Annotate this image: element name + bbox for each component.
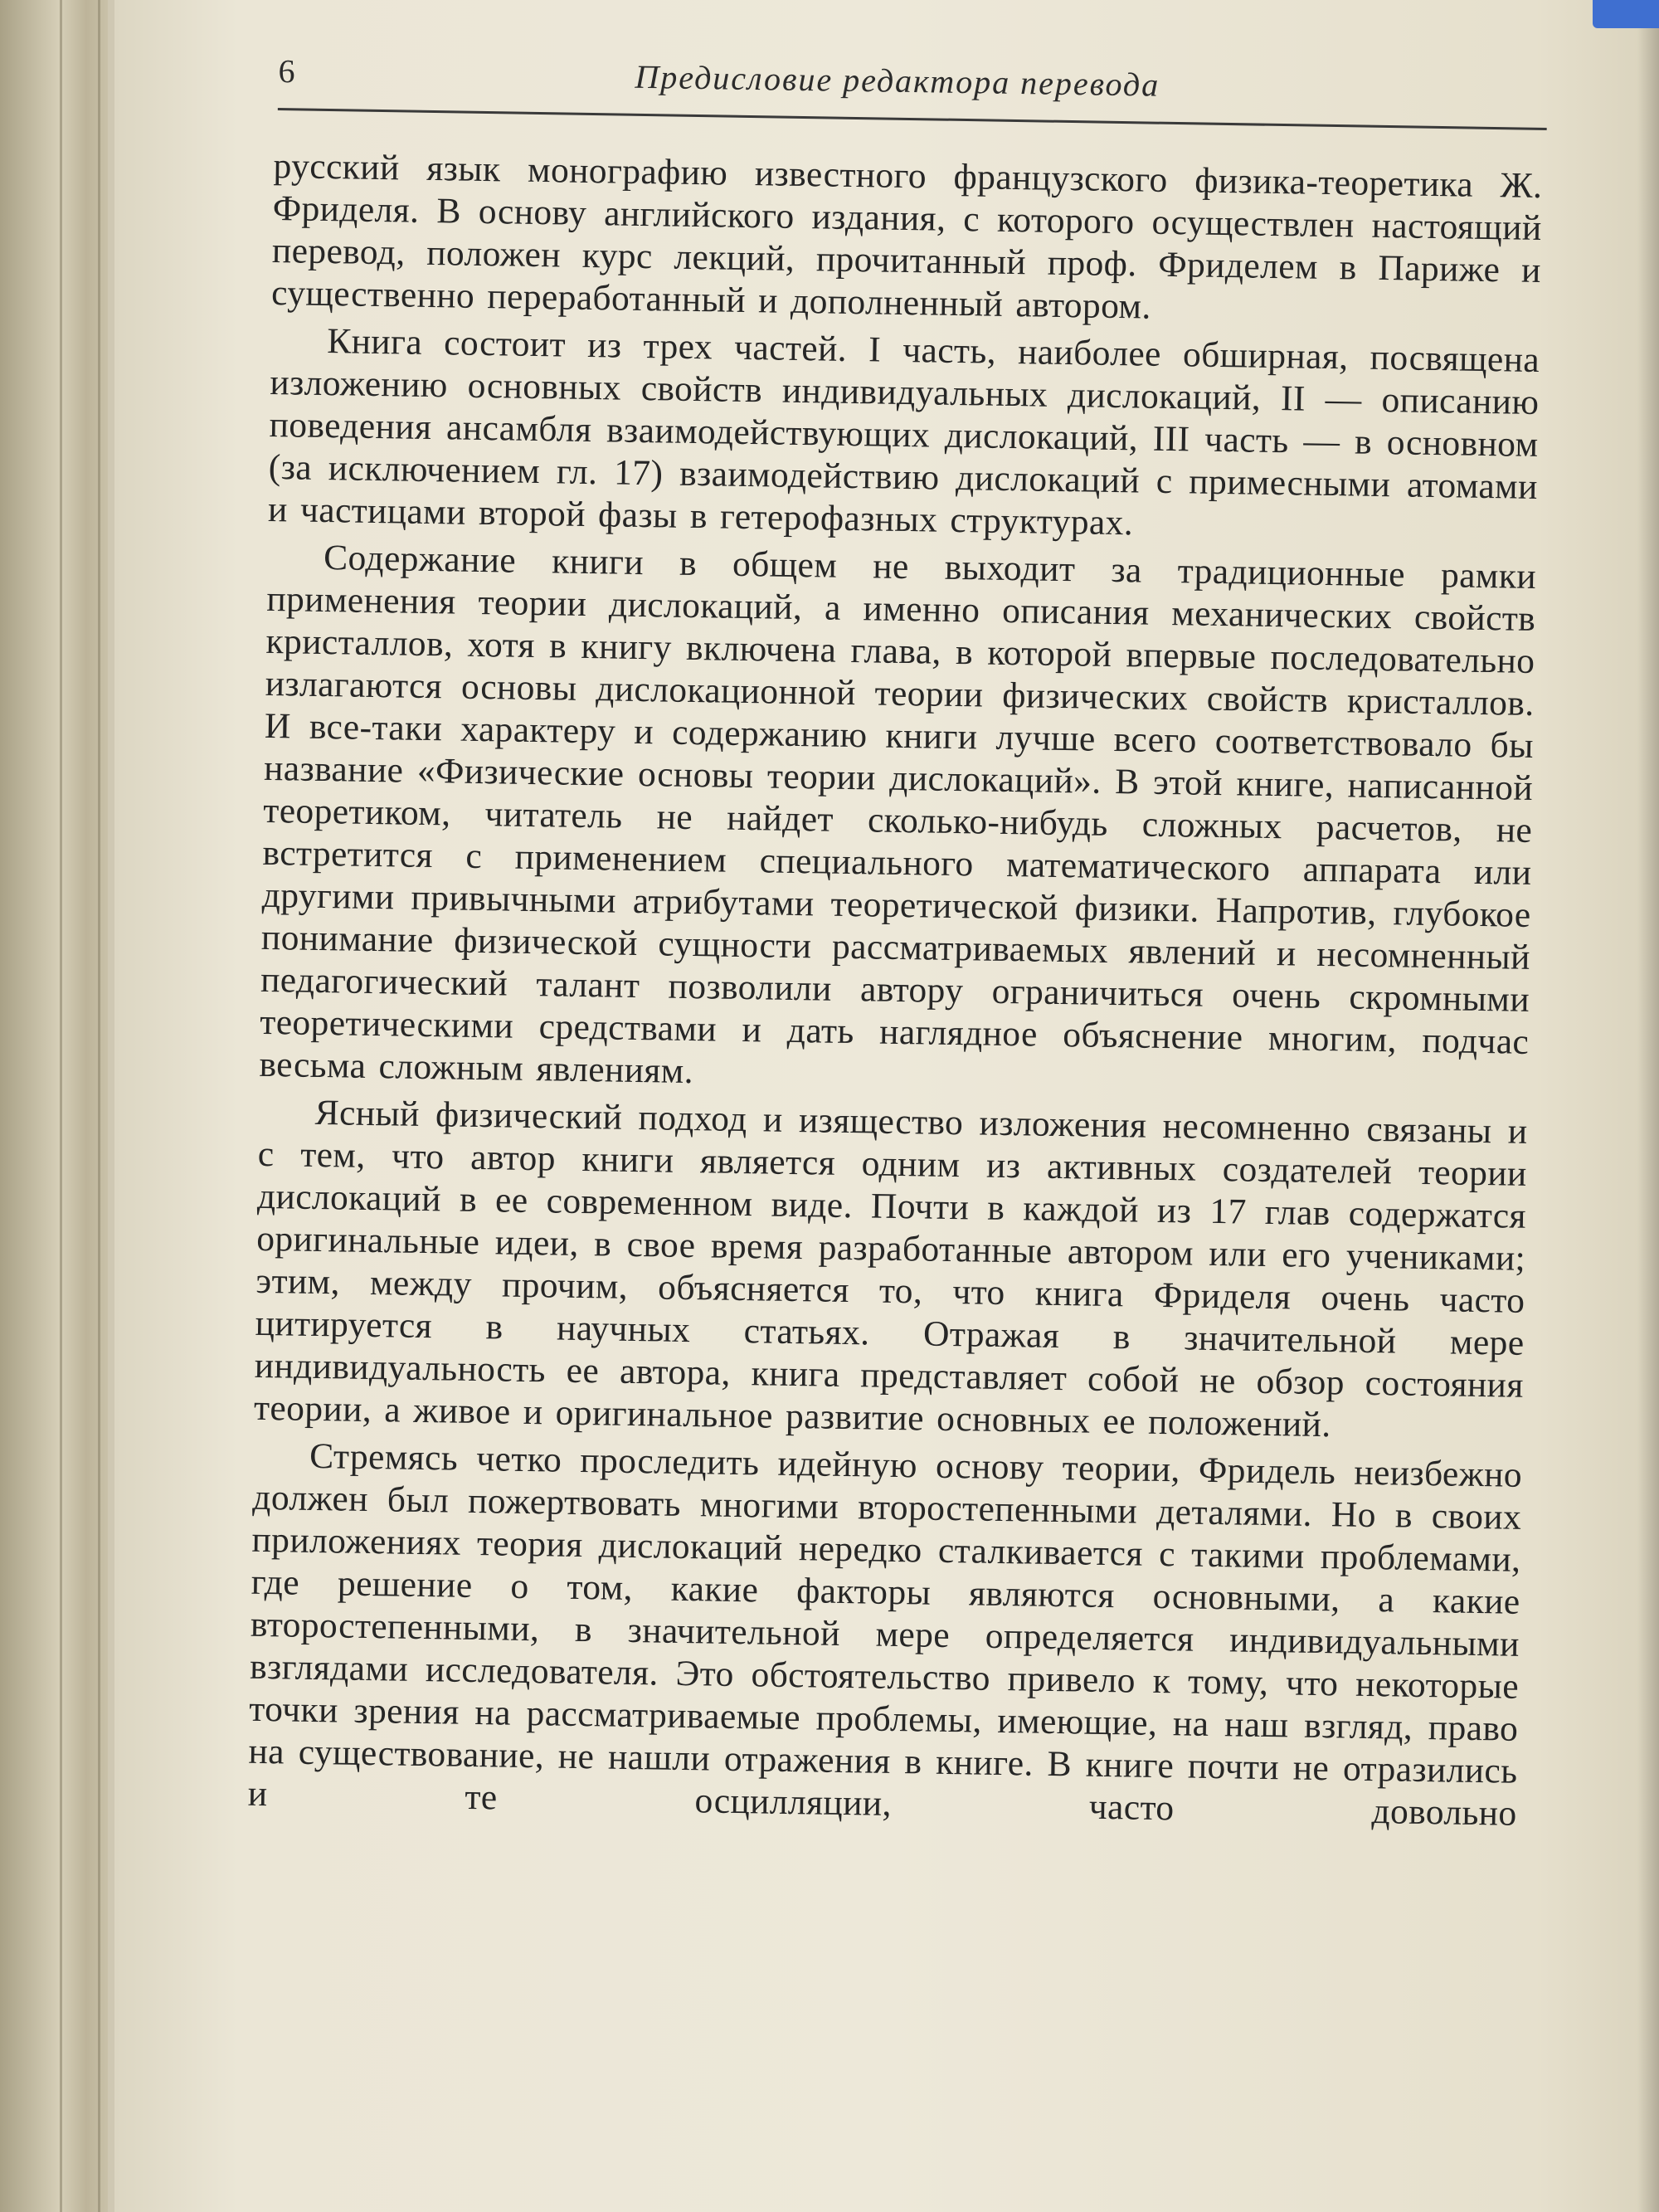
background-object — [1593, 0, 1659, 28]
spine-edge-line — [60, 0, 62, 2212]
page-edge-shadow — [1637, 0, 1659, 2212]
paragraph: русский язык монографию известного французского физика-теоретика Ж. Фриделя. В основу английского издания, с которого осуществлен настоящий перевод, положен курс лекций, прочитанный проф. Фриделем в Париже и существенно переработанный и дополненный автором. — [270, 145, 1543, 327]
paragraph: Содержание книги в общем не выходит за традиционные рамки применения теории дислокаций, а именно описания механических свойств кристаллов, хотя в книгу включена глава, в которой впервые последовательно излагаются основы дислокационной теории физических свойств кристаллов. И все-таки характеру и содержанию книги лучше всего соответствовало бы название «Физические основы теории дислокаций». В этой книге, написанной теоретиком, читатель не найдет сколько-нибудь сложных расчетов, не встретится с применением специального математического аппарата или другими привычными атрибутами теоретической физики. Напротив, глубокое понимание физической сущности рассматриваемых явлений и несомненный педагогический талант позволили автору ограничиться очень скромными теоретическими средствами и дать наглядное объяснение многим, подчас весьма сложным явлениям. — [259, 538, 1537, 1092]
running-title: Предисловие редактора перевода — [635, 57, 1160, 104]
spine-edge-line — [98, 0, 100, 2212]
book-spine — [0, 0, 108, 2212]
paragraph: Стремясь четко проследить идейную основу теории, Фридель неизбежно должен был пожертвовать многими второстепенными деталями. Но в своих приложениях теория дислокаций нередко сталкивается с такими проблемами, где решение о том, какие факторы являются основными, а какие второстепенными, в значительной мере определяется индивидуальными взглядами исследователя. Это обстоятельство привело к тому, что некоторые точки зрения на рассматриваемые проблемы, имеющие, на наш взгляд, право на существование, не нашли отражения в книге. В книге почти не отразились и те осцилляции, часто довольно — [247, 1435, 1523, 1834]
paragraph: Книга состоит из трех частей. I часть, наиболее обширная, посвящена изложению основных свойств индивидуальных дислокаций, II — описанию поведения ансамбля взаимодействующих дислокаций, III часть — в основном (за исключением гл. 17) взаимодействию дислокаций с примесными атомами и частицами второй фазы в гетерофазных структурах. — [267, 321, 1540, 543]
body-text — [247, 145, 1542, 1835]
page-number: 6 — [278, 51, 295, 90]
paragraph: Ясный физический подход и изящество изложения несомненно связаны и с тем, что автор книги является одним из активных создателей теории дислокаций в ее современном виде. Почти в каждой из 17 глав содержатся оригинальные идеи, в свое время разработанные автором или его учениками; этим, между прочим, объясняется то, что книга Фриделя очень часто цитируется в научных статьях. Отражая в значительной мере индивидуальность ее автора, книга представляет собой не обзор состояния теории, а живое и оригинальное развитие основных ее положений. — [253, 1092, 1528, 1445]
